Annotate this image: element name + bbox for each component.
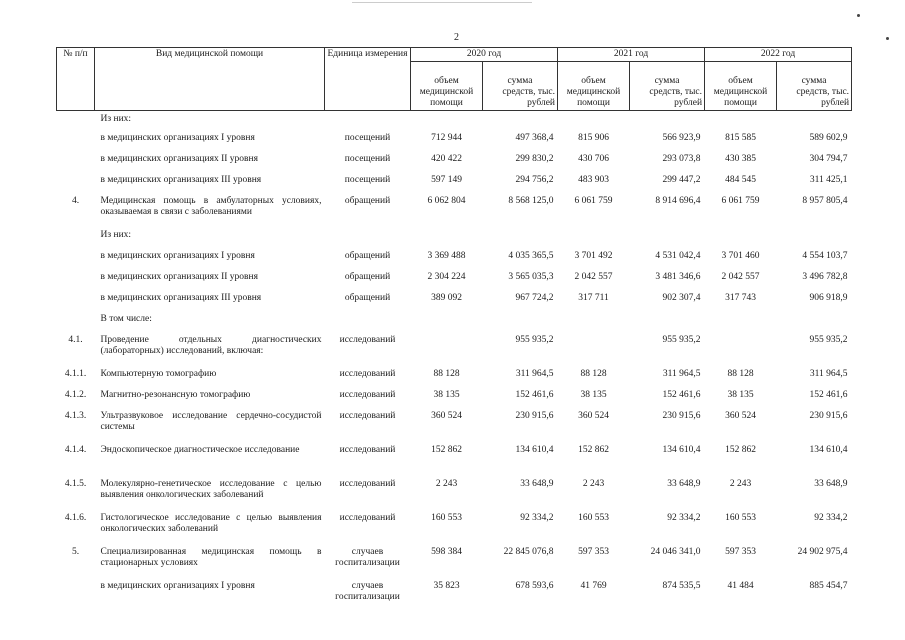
volume-2020: 88 128: [433, 368, 460, 379]
sum-2020: [483, 311, 558, 332]
col-header-volume: объем медицинской помощи: [411, 62, 483, 111]
volume-2020: [411, 111, 483, 130]
sum-2021: 230 915,6: [662, 410, 701, 421]
volume-2022: 2 042 557: [721, 271, 760, 282]
table-row: [57, 130, 852, 151]
sum-2021: 4 531 042,4: [655, 250, 701, 261]
sum-2020: [483, 227, 558, 248]
table-row: [57, 544, 852, 578]
sum-2022: 885 454,7: [809, 580, 848, 591]
volume-2021: 483 903: [578, 174, 609, 185]
volume-2022: 360 524: [725, 410, 756, 421]
sum-2020: 678 593,6: [515, 580, 554, 591]
row-name: Из них:: [100, 114, 132, 124]
row-unit: [325, 311, 411, 332]
volume-2021: [558, 227, 630, 248]
sum-2021: 874 535,5: [662, 580, 701, 591]
volume-2022: 597 353: [725, 546, 756, 557]
sum-2020: 134 610,4: [515, 444, 554, 455]
sum-2020: 92 334,2: [520, 512, 554, 523]
table-row: [57, 408, 852, 442]
volume-2020: [411, 311, 483, 332]
volume-2022: [705, 227, 777, 248]
row-unit: исследований: [339, 389, 396, 400]
sum-2020: 967 724,2: [515, 292, 554, 303]
row-number: 4.1.2.: [64, 389, 87, 400]
row-unit: исследований: [339, 368, 396, 379]
sum-2020: 497 368,4: [515, 132, 554, 143]
volume-2020: 6 062 804: [427, 195, 466, 206]
sum-2021: [630, 311, 705, 332]
row-unit: обращений: [344, 250, 391, 261]
col-header-sum: сумма средств, тыс. рублей: [483, 62, 558, 111]
sum-2021: 134 610,4: [662, 444, 701, 455]
volume-2021: 88 128: [580, 368, 607, 379]
sum-2022: 134 610,4: [809, 444, 848, 455]
volume-2022: 41 484: [727, 580, 754, 591]
table-row: [57, 290, 852, 311]
table-row: [57, 227, 852, 248]
volume-2022: 88 128: [727, 368, 754, 379]
sum-2022: 311 964,5: [809, 368, 848, 379]
sum-2020: 33 648,9: [520, 478, 554, 489]
table-row: [57, 111, 852, 130]
row-number: 4.1.3.: [64, 410, 87, 421]
row-number: [57, 311, 95, 332]
table-row: [57, 311, 852, 332]
row-unit: случаев госпитализации: [335, 580, 400, 602]
row-name: в медицинских организациях I уровня: [100, 250, 255, 261]
volume-2021: 41 769: [580, 580, 607, 591]
row-unit: посещений: [344, 153, 391, 164]
row-unit: обращений: [344, 195, 391, 206]
sum-2020: 8 568 125,0: [508, 195, 554, 206]
sum-2021: 33 648,9: [667, 478, 701, 489]
volume-2021: 38 135: [580, 389, 607, 400]
row-unit: исследований: [339, 444, 396, 455]
sum-2020: 4 035 365,5: [508, 250, 554, 261]
sum-2022: 589 602,9: [809, 132, 848, 143]
col-header-name: Вид медицинской помощи: [95, 48, 325, 111]
row-number: 4.1.5.: [64, 478, 87, 489]
col-header-unit: Единица измерения: [325, 48, 411, 111]
sum-2021: 24 046 341,0: [650, 546, 701, 557]
sum-2022: 8 957 805,4: [802, 195, 848, 206]
row-name: В том числе:: [100, 313, 152, 324]
col-header-sum: сумма средств, тыс. рублей: [777, 62, 852, 111]
table-row: [57, 442, 852, 476]
sum-2022: 152 461,6: [809, 389, 848, 400]
volume-2020: 3 369 488: [427, 250, 466, 261]
volume-2020: [411, 227, 483, 248]
table-row: [57, 332, 852, 366]
volume-2020: 420 422: [431, 153, 462, 164]
volume-2022: 317 743: [725, 292, 756, 303]
col-header-num: № п/п: [57, 48, 95, 111]
volume-2021: 2 042 557: [574, 271, 613, 282]
volume-2020: 152 862: [431, 444, 462, 455]
sum-2021: [630, 111, 705, 130]
row-name: Ультразвуковое исследование сердечно-сосудистой системы: [100, 410, 322, 432]
page-number: 2: [454, 32, 459, 43]
sum-2022: 24 902 975,4: [797, 546, 848, 557]
table-row: [57, 151, 852, 172]
row-name: Гистологическое исследование с целью выявления онкологических заболеваний: [100, 512, 322, 534]
volume-2020: [411, 332, 483, 366]
row-number: [57, 151, 95, 172]
row-number: 4.1.6.: [64, 512, 87, 523]
volume-2021: 2 243: [582, 478, 605, 489]
sum-2021: 902 307,4: [662, 292, 701, 303]
sum-2020: 3 565 035,3: [508, 271, 554, 282]
sum-2021: 955 935,2: [662, 334, 701, 345]
sum-2021: 152 461,6: [662, 389, 701, 400]
sum-2020: 294 756,2: [515, 174, 554, 185]
sum-2020: 955 935,2: [515, 334, 554, 345]
sum-2022: 33 648,9: [814, 478, 848, 489]
volume-2022: 430 385: [725, 153, 756, 164]
row-number: 4.: [71, 195, 80, 206]
row-number: [57, 227, 95, 248]
row-unit: [325, 227, 411, 248]
medical-care-table: [56, 47, 852, 622]
sum-2022: [777, 311, 852, 332]
sum-2022: 92 334,2: [814, 512, 848, 523]
volume-2021: [558, 111, 630, 130]
row-unit: [325, 111, 411, 130]
table-row: [57, 248, 852, 269]
row-name: в медицинских организациях III уровня: [100, 292, 262, 303]
table-row: [57, 269, 852, 290]
row-name: в медицинских организациях II уровня: [100, 271, 258, 282]
row-unit: исследований: [339, 512, 396, 523]
volume-2021: 317 711: [578, 292, 609, 303]
row-unit: исследований: [339, 410, 396, 421]
row-unit: обращений: [344, 271, 391, 282]
volume-2021: 152 862: [578, 444, 609, 455]
row-name: Магнитно-резонансную томографию: [100, 389, 251, 400]
volume-2020: 597 149: [431, 174, 462, 185]
table-row: [57, 387, 852, 408]
col-header-year: 2020 год: [411, 48, 558, 62]
sum-2022: 304 794,7: [809, 153, 848, 164]
row-name: в медицинских организациях I уровня: [100, 580, 255, 591]
row-number: [57, 130, 95, 151]
row-number: [57, 290, 95, 311]
row-name: в медицинских организациях III уровня: [100, 174, 262, 185]
row-number: [57, 269, 95, 290]
volume-2021: 430 706: [578, 153, 609, 164]
row-name: Компьютерную томографию: [100, 368, 217, 379]
row-name: Медицинская помощь в амбулаторных условиях, оказываемая в связи с заболеваниями: [100, 195, 322, 217]
volume-2021: 3 701 492: [574, 250, 613, 261]
table-row: [57, 193, 852, 227]
volume-2020: 712 944: [431, 132, 462, 143]
sum-2022: 230 915,6: [809, 410, 848, 421]
sum-2022: 906 918,9: [809, 292, 848, 303]
table-row: [57, 578, 852, 622]
row-name: Из них:: [100, 229, 132, 240]
volume-2021: 6 061 759: [574, 195, 613, 206]
sum-2022: 3 496 782,8: [802, 271, 848, 282]
volume-2020: 2 304 224: [427, 271, 466, 282]
volume-2021: 815 906: [578, 132, 609, 143]
row-name: в медицинских организациях I уровня: [100, 132, 255, 143]
sum-2020: [483, 111, 558, 130]
sum-2020: 152 461,6: [515, 389, 554, 400]
sum-2022: 4 554 103,7: [802, 250, 848, 261]
volume-2020: 2 243: [435, 478, 458, 489]
row-number: [57, 172, 95, 193]
row-unit: посещений: [344, 174, 391, 185]
row-name: в медицинских организациях II уровня: [100, 153, 258, 164]
volume-2020: 160 553: [431, 512, 462, 523]
col-header-sum: сумма средств, тыс. рублей: [630, 62, 705, 111]
sum-2022: 955 935,2: [809, 334, 848, 345]
volume-2020: 598 384: [431, 546, 462, 557]
volume-2021: 597 353: [578, 546, 609, 557]
row-number: [57, 248, 95, 269]
row-unit: исследований: [339, 478, 396, 489]
sum-2021: 3 481 346,6: [655, 271, 701, 282]
top-scan-rule: [352, 2, 532, 3]
volume-2022: 38 135: [727, 389, 754, 400]
volume-2022: 484 545: [725, 174, 756, 185]
row-name: Эндоскопическое диагностическое исследование: [100, 444, 300, 455]
col-header-year: 2021 год: [558, 48, 705, 62]
row-unit: обращений: [344, 292, 391, 303]
table-row: [57, 172, 852, 193]
table-row: [57, 476, 852, 510]
sum-2021: 299 447,2: [662, 174, 701, 185]
sum-2020: 22 845 076,8: [503, 546, 554, 557]
col-header-volume: объем медицинской помощи: [558, 62, 630, 111]
row-name: Молекулярно-генетическое исследование с целью выявления онкологических заболеваний: [100, 478, 322, 500]
volume-2022: [705, 111, 777, 130]
row-number: 4.1.4.: [64, 444, 87, 455]
volume-2021: 160 553: [578, 512, 609, 523]
sum-2021: [630, 227, 705, 248]
volume-2020: 38 135: [433, 389, 460, 400]
volume-2021: 360 524: [578, 410, 609, 421]
sum-2022: 311 425,1: [809, 174, 848, 185]
sum-2022: [777, 227, 852, 248]
volume-2022: 6 061 759: [721, 195, 760, 206]
scan-speck: [886, 37, 889, 40]
sum-2020: 299 830,2: [515, 153, 554, 164]
volume-2022: [705, 311, 777, 332]
row-unit: исследований: [339, 334, 396, 345]
row-number: [57, 578, 95, 622]
row-number: 4.1.1.: [64, 368, 87, 379]
sum-2022: [777, 111, 852, 130]
sum-2021: 8 914 696,4: [655, 195, 701, 206]
volume-2022: 3 701 460: [721, 250, 760, 261]
col-header-volume: объем медицинской помощи: [705, 62, 777, 111]
volume-2022: 815 585: [725, 132, 756, 143]
table-row: [57, 510, 852, 544]
volume-2022: 2 243: [729, 478, 752, 489]
col-header-year: 2022 год: [705, 48, 852, 62]
volume-2020: 389 092: [431, 292, 462, 303]
sum-2021: 293 073,8: [662, 153, 701, 164]
row-number: 5.: [71, 546, 80, 557]
volume-2021: [558, 332, 630, 366]
sum-2020: 230 915,6: [515, 410, 554, 421]
row-unit: посещений: [344, 132, 391, 143]
row-unit: случаев госпитализации: [335, 546, 400, 568]
row-name: Специализированная медицинская помощь в стационарных условиях: [100, 546, 322, 568]
sum-2021: 92 334,2: [667, 512, 701, 523]
row-name: Проведение отдельных диагностических (лабораторных) исследований, включая:: [100, 334, 322, 356]
volume-2022: [705, 332, 777, 366]
volume-2022: 160 553: [725, 512, 756, 523]
volume-2020: 35 823: [433, 580, 460, 591]
row-number: 4.1.: [68, 334, 83, 345]
volume-2022: 152 862: [725, 444, 756, 455]
sum-2021: 566 923,9: [662, 132, 701, 143]
volume-2021: [558, 311, 630, 332]
scan-speck: [857, 14, 860, 17]
row-number: [57, 111, 95, 130]
table-row: [57, 366, 852, 387]
sum-2020: 311 964,5: [515, 368, 554, 379]
sum-2021: 311 964,5: [662, 368, 701, 379]
volume-2020: 360 524: [431, 410, 462, 421]
